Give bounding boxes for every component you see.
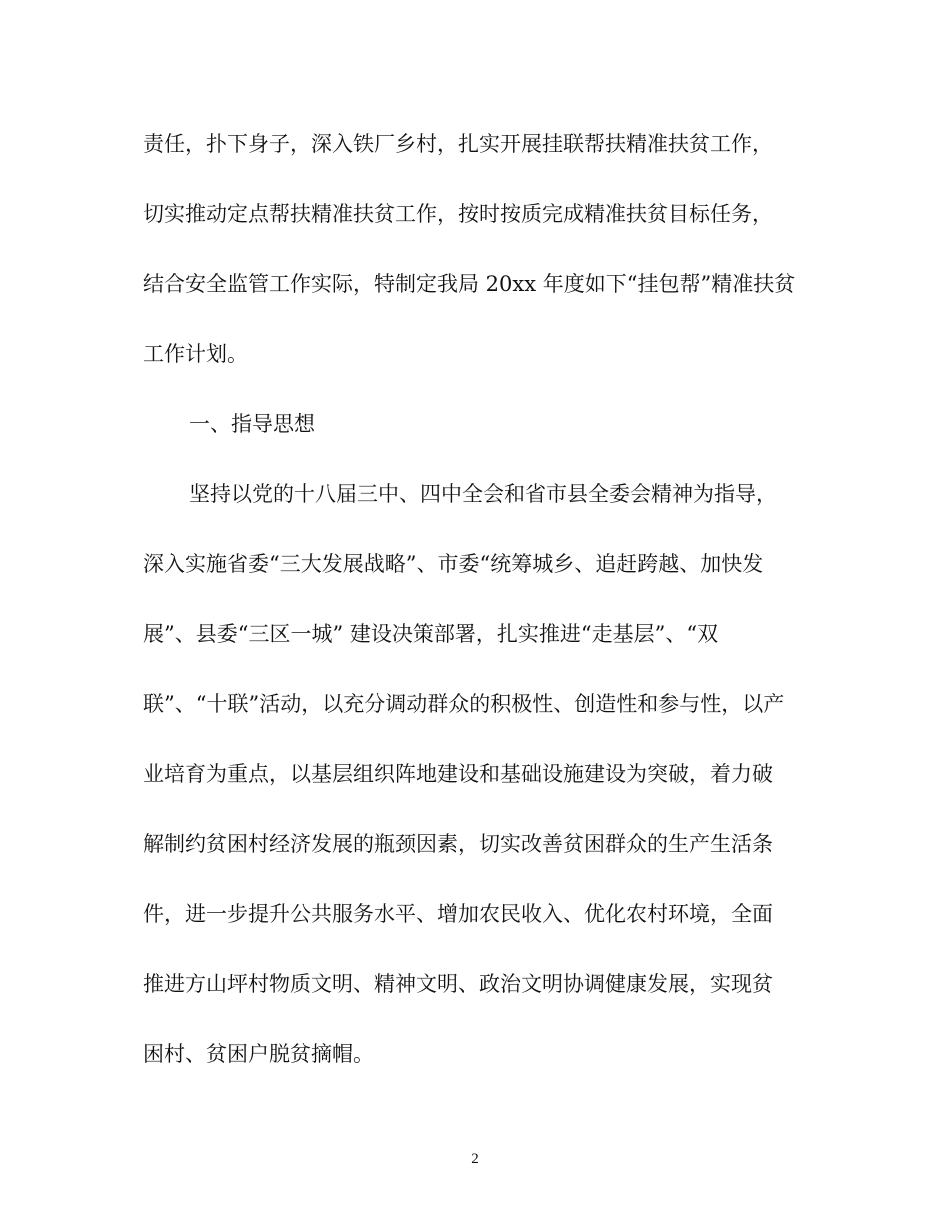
body-text-line: 联”、“十联”活动，以充分调动群众的积极性、创造性和参与性，以产: [143, 692, 785, 716]
body-text-line: 困村、贫困户脱贫摘帽。: [143, 1042, 374, 1066]
body-text-line: 件，进一步提升公共服务水平、增加农民收入、优化农村环境，全面: [143, 902, 773, 926]
body-text-line: 结合安全监管工作实际，特制定我局 20xx 年度如下“挂包帮”精准扶贫: [143, 272, 796, 296]
body-text-line: 业培育为重点，以基层组织阵地建设和基础设施建设为突破，着力破: [143, 762, 773, 786]
body-text-line: 展”、县委“三区一城” 建设决策部署，扎实推进“走基层”、“双: [143, 622, 719, 646]
section-heading: 一、指导思想: [189, 412, 315, 436]
body-text-line: 推进方山坪村物质文明、精神文明、政治文明协调健康发展，实现贫: [143, 972, 773, 996]
page-number: 2: [471, 1151, 479, 1167]
body-text-line: 坚持以党的十八届三中、四中全会和省市县全委会精神为指导，: [189, 482, 777, 506]
body-text-line: 工作计划。: [143, 342, 248, 366]
body-text-line: 责任，扑下身子，深入铁厂乡村，扎实开展挂联帮扶精准扶贫工作，: [143, 132, 773, 156]
body-text-line: 深入实施省委“三大发展战略”、市委“统筹城乡、追赶跨越、加快发: [143, 552, 764, 576]
body-text-line: 解制约贫困村经济发展的瓶颈因素，切实改善贫困群众的生产生活条: [143, 832, 773, 856]
body-text-line: 切实推动定点帮扶精准扶贫工作，按时按质完成精准扶贫目标任务，: [143, 202, 773, 226]
